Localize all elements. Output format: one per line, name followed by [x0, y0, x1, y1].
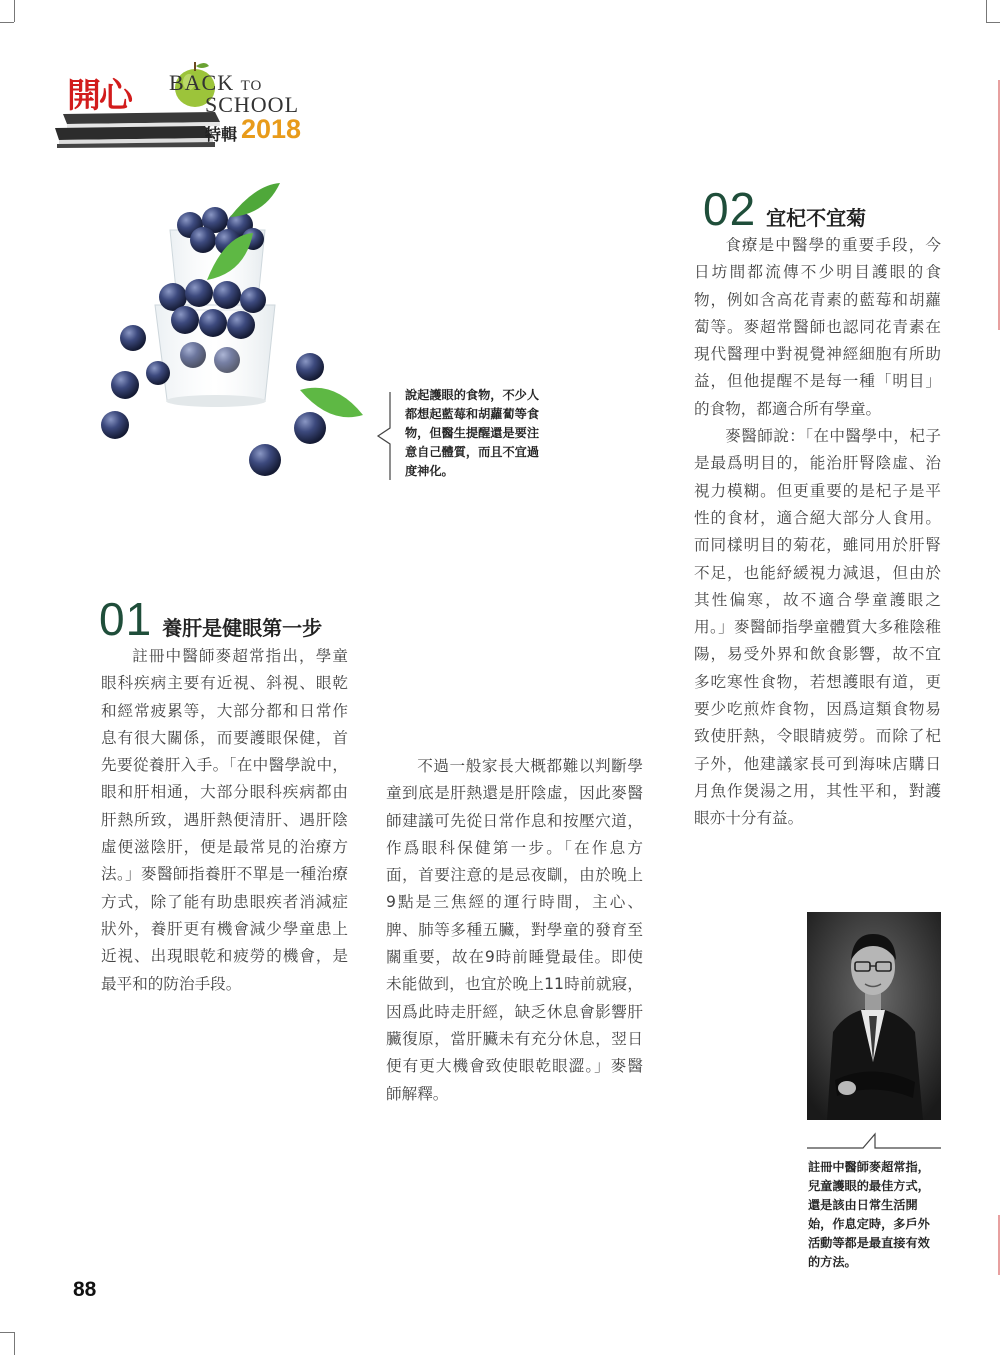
section-02-body: [694, 232, 941, 833]
section-01-column-1: [101, 643, 348, 998]
doctor-portrait-image: [807, 912, 941, 1120]
section-02-paragraph-1: 食療是中醫學的重要手段，今日坊間都流傳不少明目護眼的食物，例如含高花青素的藍莓和胡蘿蔔等。麥超常醫師也認同花青素在現代醫理中對視覺神經細胞有所助益，但他提醒不是每一種「明目」的食物，都適合所有學童。: [694, 236, 941, 418]
logo-to: TO: [240, 78, 263, 94]
crop-mark: [986, 0, 987, 22]
logo-kaixin: 開心: [67, 76, 131, 116]
logo-school: SCHOOL: [205, 92, 300, 117]
section-02-title: 宜杞不宜菊: [766, 206, 867, 230]
section-01-title: 養肝是健眼第一步: [162, 616, 323, 640]
section-02-paragraph-2: 麥醫師說：「在中醫學中，杞子是最爲明目的，能治肝腎陰虛、治視力模糊。但更重要的是杞子是平性的食材，適合絕大部分人食用。而同樣明目的菊花，雖同用於肝腎不足，也能紓緩視力減退，但由於其性偏寒，故不適合學童護眼之用。」麥醫師指學童體質大多稚陰稚陽，易受外界和飲食影響，故不宜多吃寒性食物，若想護眼有道，更要少吃煎炸食物，因爲這類食物易致使肝熱，令眼睛疲勞。而除了杞子外，他建議家長可到海味店購日月魚作煲湯之用，其性平和，對護眼亦十分有益。: [694, 427, 941, 828]
crop-mark: [0, 1332, 14, 1333]
crop-mark: [986, 22, 1000, 23]
image-caption: 說起護眼的食物，不少人都想起藍莓和胡蘿蔔等食物，但醫生提醒還是要注意自己體質，而且不宜過度神化。: [405, 388, 540, 478]
section-02-heading: [703, 182, 866, 236]
logo-back: BACK: [169, 70, 235, 95]
section-01-heading: [99, 592, 322, 646]
logo-year: 2018: [241, 114, 302, 144]
section-01-column-2: [386, 753, 643, 1108]
section-02-number: 02: [703, 183, 757, 235]
doctor-caption: 註冊中醫師麥超常指，兒童護眼的最佳方式，還是該由日常生活開始，作息定時，多戶外活動等都是最直接有效的方法。: [808, 1160, 930, 1269]
section-01-paragraph-1: 註冊中醫師麥超常指出，學童眼科疾病主要有近視、斜視、眼乾和經常疲累等，大部分都和日常作息有很大關係，而要護眼保健，首先要從養肝入手。「在中醫學說中，眼和肝相通，大部分眼科疾病都由肝熱所致，遇肝熱便清肝、遇肝陰虛便滋陰肝，便是最常見的治療方法。」麥醫師指養肝不單是一種治療方式，除了能有助患眼疾者消減症狀外，養肝更有機會減少學童患上近視、出現眼乾和疲勞的機會，是最平和的防治手段。: [101, 647, 348, 993]
crop-mark: [0, 22, 14, 23]
section-01-number: 01: [99, 593, 153, 645]
doctor-photo: [807, 912, 941, 1120]
blueberries-image: [95, 175, 370, 480]
section-logo: [55, 50, 315, 150]
caption-pointer-icon: [807, 1130, 941, 1150]
section-01-paragraph-2: 不過一般家長大概都難以判斷學童到底是肝熱還是肝陰虛，因此麥醫師建議可先從日常作息和按壓穴道，作爲眼科保健第一步。「在作息方面，首要注意的是忌夜瞓，由於晚上9點是三焦經的運行時間，主心、脾、肺等多種五臟，對學童的發育至關重要，故在9時前睡覺最佳。即使未能做到，也宜於晚上11時前就寢，因爲此時走肝經，缺乏休息會影響肝臟復原，當肝臟未有充分休息，翌日便有更大機會致使眼乾眼澀。」麥醫師解釋。: [386, 757, 643, 1103]
page-number: 88: [73, 1278, 97, 1301]
caption-bracket-icon: [376, 390, 392, 482]
logo-special: 特輯: [205, 125, 238, 144]
crop-mark: [14, 0, 15, 22]
crop-mark: [14, 1332, 15, 1355]
